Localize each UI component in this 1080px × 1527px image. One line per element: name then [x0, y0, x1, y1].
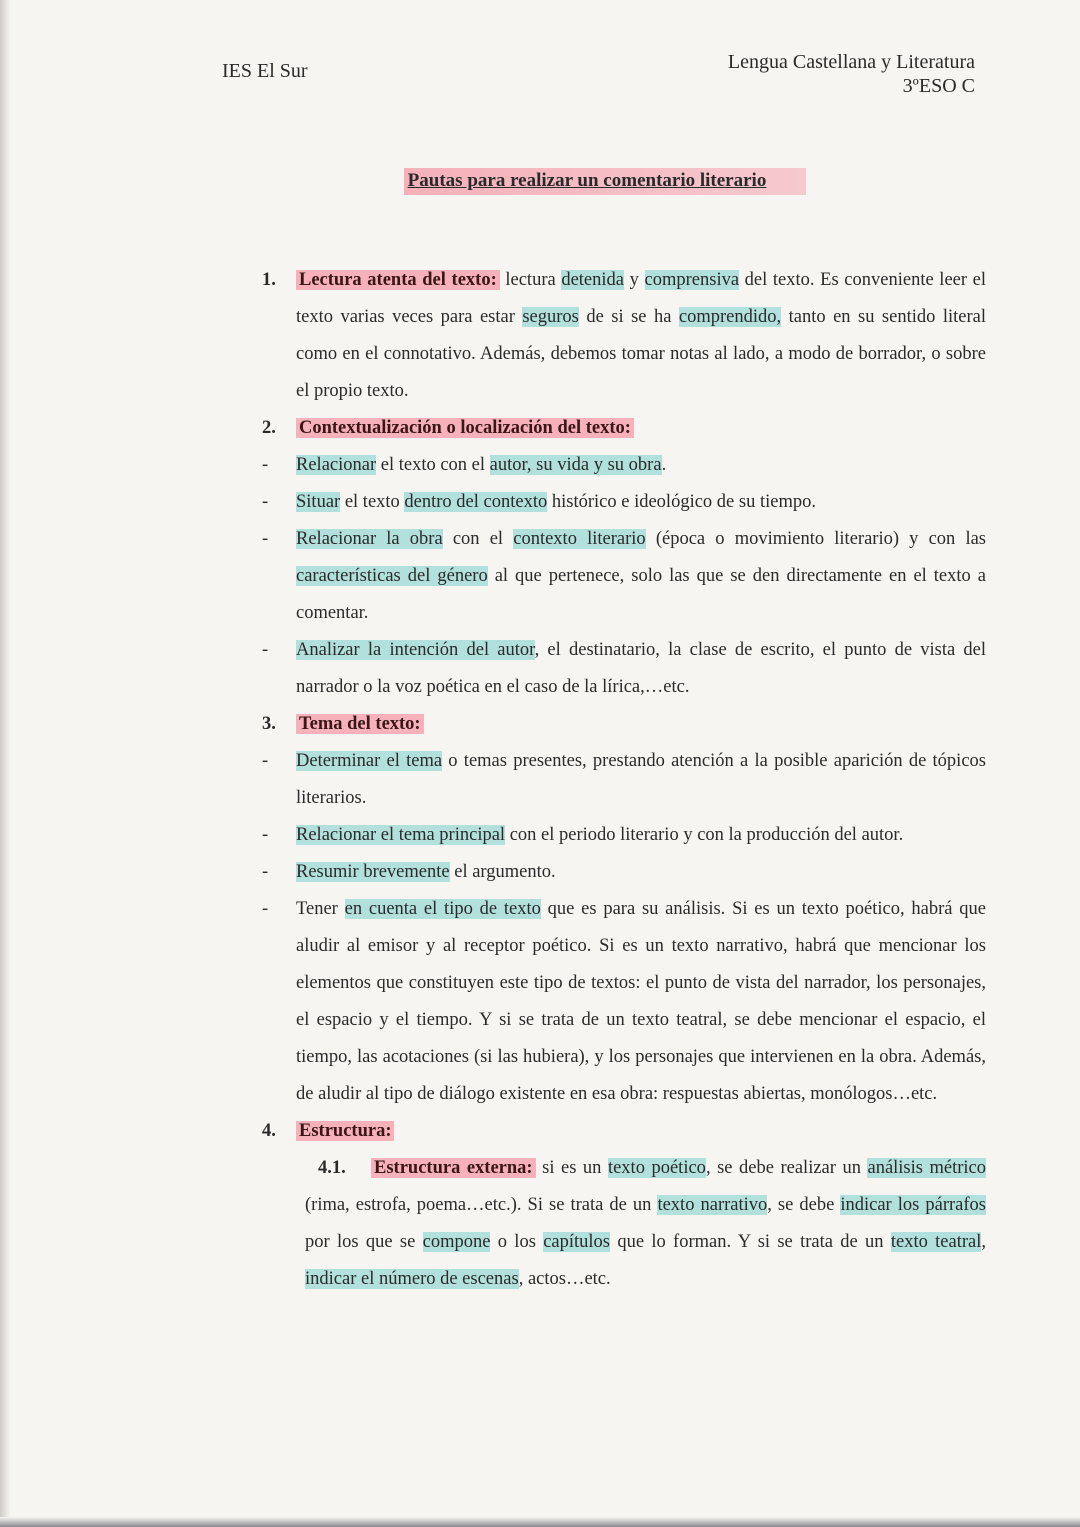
body-text: si es un [535, 1158, 608, 1178]
highlighted-text: Situar [296, 492, 341, 512]
body-text: Tener [296, 899, 345, 919]
highlighted-text: en cuenta el tipo de texto [344, 899, 541, 919]
bullet-item [262, 447, 986, 484]
item-number: 1. [262, 270, 276, 290]
body-text: , actos…etc. [518, 1269, 611, 1289]
body-text: y [624, 270, 645, 290]
highlighted-text: análisis métrico [867, 1158, 987, 1178]
bullet-item [262, 743, 986, 817]
body-text: histórico e ideológico de su tiempo. [547, 492, 816, 512]
highlighted-text: Relacionar [296, 455, 377, 475]
highlighted-text: indicar los párrafos [840, 1195, 987, 1215]
highlighted-text: contexto literario [513, 529, 646, 549]
highlighted-text: Resumir brevemente [296, 862, 450, 882]
header-right [728, 50, 975, 98]
bullet-item [262, 521, 986, 632]
highlighted-text: Relacionar la obra [296, 529, 443, 549]
highlighted-text: Relacionar el tema principal [296, 825, 506, 845]
body-text: , [981, 1232, 986, 1252]
highlighted-text: Determinar el tema [296, 751, 443, 771]
bullet-dash: - [262, 529, 269, 549]
body-text: (rima, estrofa, poema…etc.). Si se trata de un [305, 1195, 658, 1215]
body-text: de si se ha [578, 307, 679, 327]
section-heading: Estructura: [296, 1121, 394, 1141]
item-number: 4.1. [318, 1158, 346, 1178]
body-text: que lo forman. Y si se trata de un [610, 1232, 891, 1252]
highlighted-text: comprendido, [678, 307, 782, 327]
highlighted-text: dentro del contexto [404, 492, 548, 512]
subsection-item [262, 1150, 986, 1298]
numbered-section [262, 1113, 986, 1150]
bullet-item [262, 817, 986, 854]
highlighted-text: texto poético [607, 1158, 706, 1178]
numbered-section [262, 262, 986, 410]
section-heading: Lectura atenta del texto: [296, 270, 500, 290]
body-text: del texto. Es conveniente leer el texto varias veces para estar [296, 270, 987, 327]
body-text: que es para su análisis. Si es un texto poético, habrá que aludir al emisor y al receptor poético. Si es un texto narrativo, habrá que mencionar los elementos que constituyen este tipo de textos: el punto de vista del narrador, los personajes, el espacio y el tiempo. Y si se trata de un texto teatral, se debe mencionar el espacio, el tiempo, las acotaciones (si las hubiera), y los personajes que intervienen en la obra. Además, de aludir al tipo de diálogo existente en esa obra: respuestas abiertas, monólogos…etc. [296, 899, 986, 1104]
bullet-dash: - [262, 640, 269, 660]
body-text: , el destinatario, la clase de escrito, el punto de vista del narrador o la voz poética en el caso de la lírica,…etc. [296, 640, 987, 697]
document-title-wrap [0, 170, 1080, 192]
bullet-item [262, 632, 986, 706]
course: 3ºESO C [902, 75, 975, 97]
section-heading: Tema del texto: [296, 714, 424, 734]
highlighted-text: seguros [522, 307, 579, 327]
body-text: , se debe [767, 1195, 841, 1215]
bullet-item [262, 854, 986, 891]
body-text: por los que se [305, 1232, 423, 1252]
highlighted-text: características del género [296, 566, 488, 586]
bullet-dash: - [262, 862, 269, 882]
bullet-dash: - [262, 751, 269, 771]
bullet-item [262, 891, 986, 1113]
body-text: o temas presentes, prestando atención a la posible aparición de tópicos literarios. [296, 751, 986, 808]
body-text: tanto en su sentido literal como en el connotativo. Además, debemos tomar notas al lado, a modo de borrador, o sobre el propio texto. [296, 307, 986, 401]
body-text: el texto con el [376, 455, 490, 475]
body-text: con el periodo literario y con la producción del autor. [505, 825, 904, 845]
document-title: Pautas para realizar un comentario literario [404, 168, 807, 195]
guidelines-list [262, 262, 986, 1298]
body-text: , se debe realizar un [705, 1158, 868, 1178]
numbered-section [262, 706, 986, 743]
body-text: (época o movimiento literario) y con las [645, 529, 986, 549]
highlighted-text: texto narrativo [657, 1195, 768, 1215]
body-text: el argumento. [449, 862, 556, 882]
section-heading: Estructura externa: [371, 1158, 536, 1178]
highlighted-text: comprensiva [644, 270, 740, 290]
body-text: . [661, 455, 667, 475]
highlighted-text: texto teatral [890, 1232, 982, 1252]
bullet-dash: - [262, 455, 269, 475]
highlighted-text: compone [422, 1232, 491, 1252]
page-left-edge [0, 0, 10, 1527]
highlighted-text: detenida [561, 270, 624, 290]
bullet-dash: - [262, 899, 269, 919]
bullet-item [262, 484, 986, 521]
numbered-section [262, 410, 986, 447]
bullet-dash: - [262, 492, 269, 512]
item-number: 3. [262, 714, 276, 734]
body-text: o los [490, 1232, 544, 1252]
highlighted-text: Analizar la intención del autor [296, 640, 535, 660]
item-number: 4. [262, 1121, 276, 1141]
section-heading: Contextualización o localización del texto: [296, 418, 634, 438]
highlighted-text: capítulos [543, 1232, 611, 1252]
body-text: el texto [340, 492, 405, 512]
body-text: lectura [499, 270, 562, 290]
body-text: con el [442, 529, 514, 549]
page-bottom-edge [0, 1517, 1080, 1527]
body-text: al que pertenece, solo las que se den directamente en el texto a comentar. [296, 566, 986, 623]
highlighted-text: autor, su vida y su obra [489, 455, 662, 475]
highlighted-text: indicar el número de escenas [305, 1269, 519, 1289]
school-name: IES El Sur [222, 60, 308, 82]
subject: Lengua Castellana y Literatura [727, 51, 975, 73]
item-number: 2. [262, 418, 276, 438]
bullet-dash: - [262, 825, 269, 845]
